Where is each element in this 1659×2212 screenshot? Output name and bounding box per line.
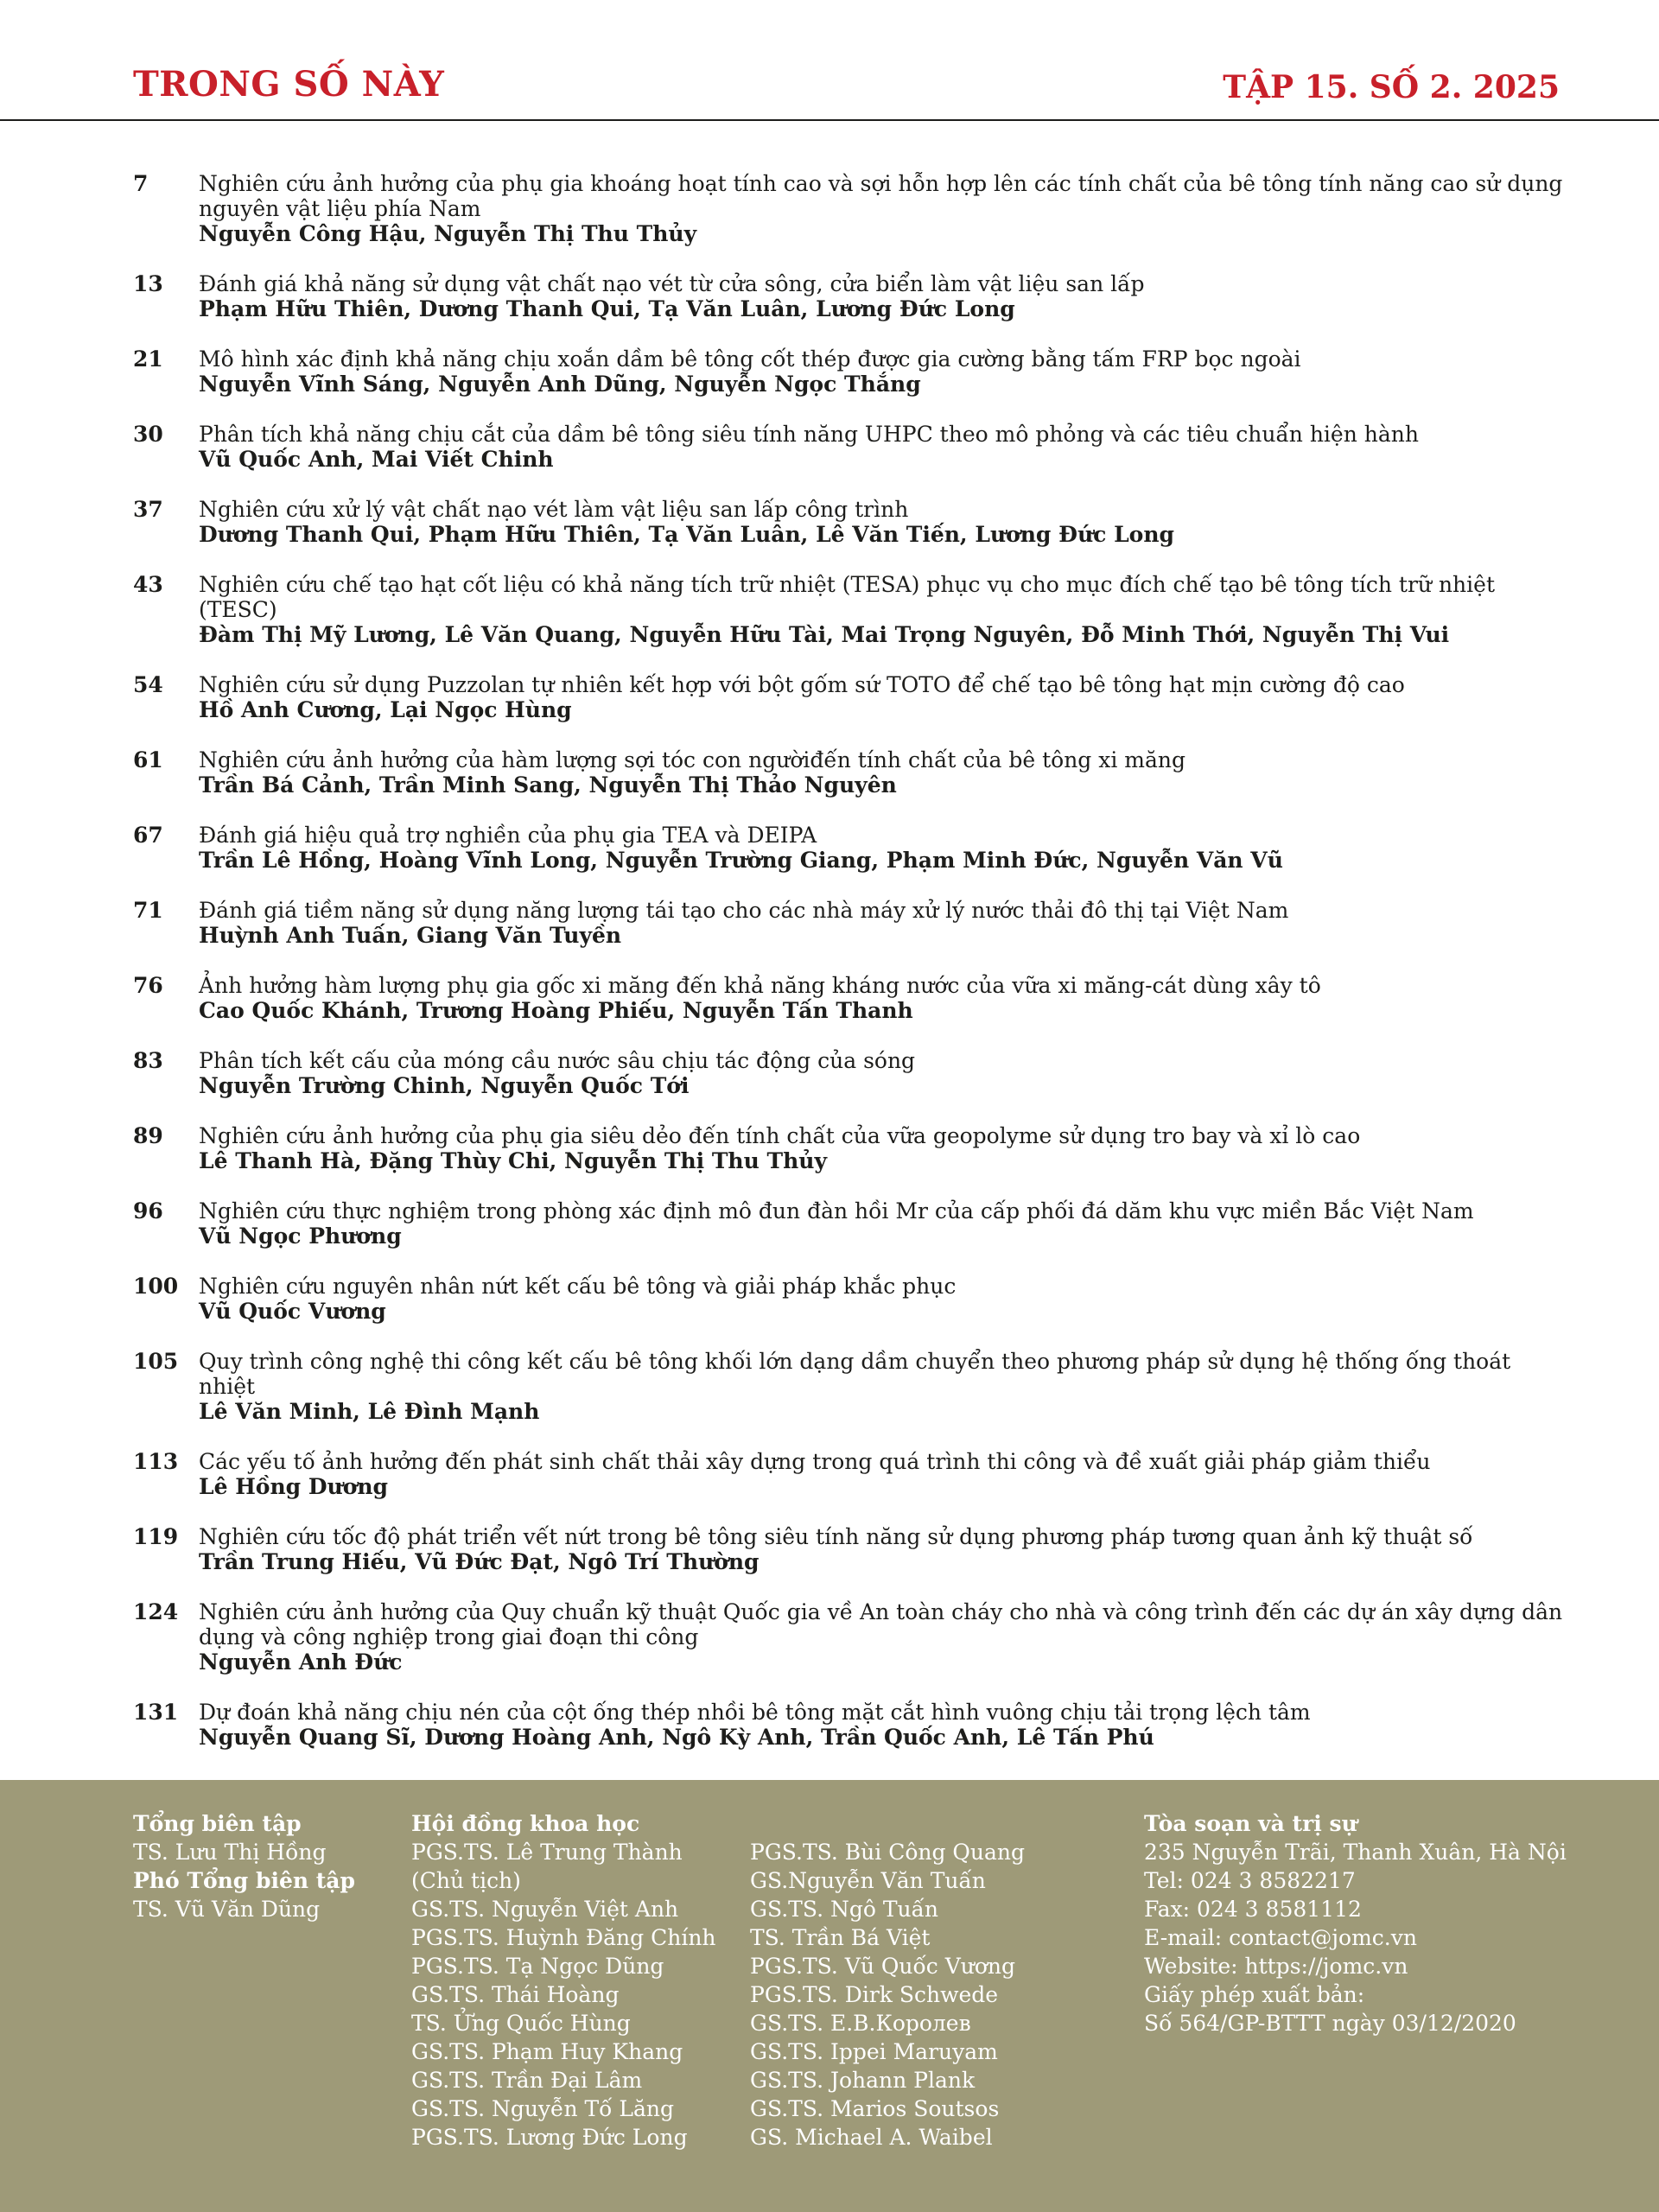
article-authors: Nguyễn Trường Chinh, Nguyễn Quốc Tới (199, 1073, 690, 1098)
toc-entry (133, 747, 1567, 798)
editorial-footer (0, 1780, 1659, 2212)
article-title: Phân tích khả năng chịu cắt của dầm bê tông siêu tính năng UHPC theo mô phỏng và các tiêu chuẩn hiện hành (199, 422, 1419, 447)
footer-line (750, 1809, 1130, 1838)
page-number: 54 (133, 672, 163, 697)
entry-body (199, 572, 1567, 647)
footer-line: GS.TS. Marios Soutsos (750, 2096, 1000, 2121)
toc-entry (133, 1123, 1567, 1173)
article-authors: Nguyễn Anh Đức (199, 1649, 403, 1675)
toc-entry (133, 346, 1567, 397)
article-authors: Nguyễn Công Hậu, Nguyễn Thị Thu Thủy (199, 221, 697, 246)
page-header (0, 0, 1659, 121)
article-title: Nghiên cứu nguyên nhân nứt kết cấu bê tông và giải pháp khắc phục (199, 1274, 957, 1299)
article-authors: Dương Thanh Qui, Phạm Hữu Thiên, Tạ Văn Luân, Lê Văn Tiến, Lương Đức Long (199, 522, 1174, 547)
footer-line: GS.TS. Nguyễn Việt Anh (411, 1897, 679, 1922)
entry-body (199, 1198, 1567, 1249)
entry-body (199, 1123, 1567, 1173)
article-title: Mô hình xác định khả năng chịu xoắn dầm bê tông cốt thép được gia cường bằng tấm FRP bọc ngoài (199, 346, 1301, 372)
editors-column (133, 1809, 401, 1923)
entry-body (199, 171, 1567, 246)
footer-line: TS. Lưu Thị Hồng (133, 1840, 327, 1865)
toc-entry (133, 271, 1567, 321)
footer-line: GS.TS. Thái Hoàng (411, 1982, 620, 2007)
toc-entry (133, 898, 1567, 948)
toc-entry (133, 171, 1567, 246)
entry-body (199, 672, 1567, 722)
section-title: TRONG SỐ NÀY (133, 64, 445, 105)
toc-entry (133, 1048, 1567, 1098)
toc-entry (133, 973, 1567, 1023)
article-title: Ảnh hưởng hàm lượng phụ gia gốc xi măng đến khả năng kháng nước của vữa xi măng-cát dùng xây tô (199, 973, 1321, 998)
issue-label: TẬP 15. SỐ 2. 2025 (1223, 69, 1560, 105)
article-authors: Hồ Anh Cương, Lại Ngọc Hùng (199, 697, 572, 722)
article-authors: Trần Lê Hồng, Hoàng Vĩnh Long, Nguyễn Trường Giang, Phạm Minh Đức, Nguyễn Văn Vũ (199, 848, 1283, 873)
footer-heading: Hội đồng khoa học (411, 1811, 640, 1836)
scientific-board-column-2 (750, 1809, 1130, 2152)
article-title: Các yếu tố ảnh hưởng đến phát sinh chất thải xây dựng trong quá trình thi công và đề xuất giải pháp giảm thiểu (199, 1449, 1431, 1474)
article-title: Nghiên cứu ảnh hưởng của phụ gia siêu dẻo đến tính chất của vữa geopolyme sử dụng tro bay và xỉ lò cao (199, 1123, 1361, 1148)
page-number: 83 (133, 1048, 163, 1073)
page-number: 71 (133, 898, 163, 923)
article-title: Nghiên cứu thực nghiệm trong phòng xác định mô đun đàn hồi Mr của cấp phối đá dăm khu vực miền Bắc Việt Nam (199, 1198, 1474, 1224)
footer-line: PGS.TS. Lê Trung Thành (411, 1840, 683, 1865)
footer-line: GS.Nguyễn Văn Tuấn (750, 1868, 986, 1893)
toc-entry (133, 572, 1567, 647)
toc-entry (133, 1599, 1567, 1675)
footer-line: TS. Vũ Văn Dũng (133, 1897, 321, 1922)
footer-heading: Tòa soạn và trị sự (1144, 1811, 1357, 1836)
toc-entry (133, 823, 1567, 873)
footer-line: Giấy phép xuất bản: (1144, 1982, 1365, 2007)
article-title: Đánh giá tiềm năng sử dụng năng lượng tái tạo cho các nhà máy xử lý nước thải đô thị tại Việt Nam (199, 898, 1289, 923)
entry-body (199, 973, 1567, 1023)
footer-line: PGS.TS. Huỳnh Đăng Chính (411, 1925, 716, 1950)
entry-body (199, 1599, 1567, 1675)
article-title: Nghiên cứu tốc độ phát triển vết nứt trong bê tông siêu tính năng sử dụng phương pháp tương quan ảnh kỹ thuật số (199, 1524, 1473, 1549)
article-authors: Nguyễn Quang Sĩ, Dương Hoàng Anh, Ngô Kỳ Anh, Trần Quốc Anh, Lê Tấn Phú (199, 1725, 1154, 1750)
footer-line: E-mail: contact@jomc.vn (1144, 1925, 1417, 1950)
footer-line: PGS.TS. Tạ Ngọc Dũng (411, 1954, 664, 1979)
page-number: 61 (133, 747, 163, 772)
scientific-board-column (411, 1809, 748, 2152)
entry-body (199, 346, 1567, 397)
page-number: 7 (133, 171, 149, 196)
article-authors: Huỳnh Anh Tuấn, Giang Văn Tuyền (199, 923, 622, 948)
footer-line: (Chủ tịch) (411, 1868, 521, 1893)
article-authors: Cao Quốc Khánh, Trương Hoàng Phiếu, Nguyễn Tấn Thanh (199, 998, 913, 1023)
article-title: Nghiên cứu ảnh hưởng của hàm lượng sợi tóc con ngườiđến tính chất của bê tông xi măng (199, 747, 1186, 772)
page-number: 30 (133, 422, 163, 447)
article-title: Nghiên cứu sử dụng Puzzolan tự nhiên kết hợp với bột gốm sứ TOTO để chế tạo bê tông hạt mịn cường độ cao (199, 672, 1405, 697)
footer-line: GS. Michael A. Waibel (750, 2125, 993, 2150)
toc-entry (133, 1524, 1567, 1574)
entry-body (199, 1048, 1567, 1098)
page-number: 124 (133, 1599, 179, 1624)
footer-line: GS.TS. Ngô Tuấn (750, 1897, 939, 1922)
footer-line: PGS.TS. Lương Đức Long (411, 2125, 688, 2150)
article-authors: Lê Hồng Dương (199, 1474, 389, 1499)
footer-line: Website: https://jomc.vn (1144, 1954, 1408, 1979)
page-number: 21 (133, 346, 163, 372)
article-title: Dự đoán khả năng chịu nén của cột ống thép nhồi bê tông mặt cắt hình vuông chịu tải trọng lệch tâm (199, 1700, 1311, 1725)
entry-body (199, 1274, 1567, 1324)
article-title: Nghiên cứu chế tạo hạt cốt liệu có khả năng tích trữ nhiệt (TESA) phục vụ cho mục đích chế tạo bê tông tích trữ nhiệt (TESC) (199, 572, 1495, 622)
footer-line: TS. Trần Bá Việt (750, 1925, 931, 1950)
page-number: 67 (133, 823, 163, 848)
article-title: Đánh giá hiệu quả trợ nghiền của phụ gia TEA và DEIPA (199, 823, 817, 848)
toc-entry (133, 1198, 1567, 1249)
toc-entry (133, 1274, 1567, 1324)
entry-body (199, 1524, 1567, 1574)
toc-entry (133, 1700, 1567, 1750)
page-number: 43 (133, 572, 163, 597)
footer-line: PGS.TS. Dirk Schwede (750, 1982, 999, 2007)
footer-line: TS. Ửng Quốc Hùng (411, 2011, 631, 2036)
page-number: 76 (133, 973, 163, 998)
article-authors: Vũ Quốc Vương (199, 1299, 386, 1324)
page-number: 100 (133, 1274, 179, 1299)
page-number: 119 (133, 1524, 179, 1549)
article-authors: Vũ Ngọc Phương (199, 1224, 402, 1249)
table-of-contents (133, 171, 1567, 1775)
entry-body (199, 823, 1567, 873)
footer-heading: Phó Tổng biên tập (133, 1868, 355, 1893)
entry-body (199, 1700, 1567, 1750)
article-authors: Vũ Quốc Anh, Mai Viết Chinh (199, 447, 554, 472)
page-number: 105 (133, 1349, 179, 1374)
page-number: 113 (133, 1449, 179, 1474)
footer-line: Fax: 024 3 8581112 (1144, 1897, 1362, 1922)
article-title: Quy trình công nghệ thi công kết cấu bê tông khối lớn dạng dầm chuyển theo phương pháp sử dụng hệ thống ống thoát nhiệt (199, 1349, 1511, 1399)
article-authors: Trần Bá Cảnh, Trần Minh Sang, Nguyễn Thị Thảo Nguyên (199, 772, 897, 798)
toc-entry (133, 672, 1567, 722)
footer-line: GS.TS. Johann Plank (750, 2068, 976, 2093)
toc-entry (133, 1349, 1567, 1424)
article-authors: Lê Văn Minh, Lê Đình Mạnh (199, 1399, 540, 1424)
footer-line: PGS.TS. Vũ Quốc Vương (750, 1954, 1016, 1979)
footer-line: GS.TS. Nguyễn Tố Lăng (411, 2096, 675, 2121)
footer-line: GS.TS. E.B.Королев (750, 2011, 971, 2036)
footer-line: Tel: 024 3 8582217 (1144, 1868, 1356, 1893)
footer-line: Số 564/GP-BTTT ngày 03/12/2020 (1144, 2011, 1516, 2036)
article-authors: Lê Thanh Hà, Đặng Thùy Chi, Nguyễn Thị Thu Thủy (199, 1148, 827, 1173)
article-title: Nghiên cứu ảnh hưởng của Quy chuẩn kỹ thuật Quốc gia về An toàn cháy cho nhà và công trình đến các dự án xây dựng dân dụng và công nghiệp trong giai đoạn thi công (199, 1599, 1563, 1649)
footer-line: GS.TS. Trần Đại Lâm (411, 2068, 643, 2093)
page-number: 89 (133, 1123, 163, 1148)
page-number: 96 (133, 1198, 163, 1224)
entry-body (199, 422, 1567, 472)
page-number: 13 (133, 271, 163, 296)
article-authors: Trần Trung Hiếu, Vũ Đức Đạt, Ngô Trí Thường (199, 1549, 760, 1574)
office-info-column (1144, 1809, 1628, 2037)
entry-body (199, 1449, 1567, 1499)
entry-body (199, 497, 1567, 547)
toc-entry (133, 497, 1567, 547)
article-title: Đánh giá khả năng sử dụng vật chất nạo vét từ cửa sông, cửa biển làm vật liệu san lấp (199, 271, 1145, 296)
entry-body (199, 898, 1567, 948)
entry-body (199, 747, 1567, 798)
toc-entry (133, 1449, 1567, 1499)
footer-line: GS.TS. Ippei Maruyam (750, 2039, 998, 2064)
article-title: Nghiên cứu xử lý vật chất nạo vét làm vật liệu san lấp công trình (199, 497, 909, 522)
toc-entry (133, 422, 1567, 472)
footer-line: GS.TS. Phạm Huy Khang (411, 2039, 683, 2064)
page-number: 131 (133, 1700, 179, 1725)
entry-body (199, 1349, 1567, 1424)
article-authors: Nguyễn Vĩnh Sáng, Nguyễn Anh Dũng, Nguyễn Ngọc Thắng (199, 372, 921, 397)
article-authors: Đàm Thị Mỹ Lương, Lê Văn Quang, Nguyễn Hữu Tài, Mai Trọng Nguyên, Đỗ Minh Thới, Nguyễn Thị Vui (199, 622, 1450, 647)
footer-line: PGS.TS. Bùi Công Quang (750, 1840, 1026, 1865)
article-title: Phân tích kết cấu của móng cầu nước sâu chịu tác động của sóng (199, 1048, 916, 1073)
footer-heading: Tổng biên tập (133, 1811, 302, 1836)
page-number: 37 (133, 497, 163, 522)
entry-body (199, 271, 1567, 321)
footer-line: 235 Nguyễn Trãi, Thanh Xuân, Hà Nội (1144, 1840, 1567, 1865)
article-authors: Phạm Hữu Thiên, Dương Thanh Qui, Tạ Văn Luân, Lương Đức Long (199, 296, 1015, 321)
article-title: Nghiên cứu ảnh hưởng của phụ gia khoáng hoạt tính cao và sợi hỗn hợp lên các tính chất của bê tông tính năng cao sử dụng nguyên vật liệu phía Nam (199, 171, 1563, 221)
